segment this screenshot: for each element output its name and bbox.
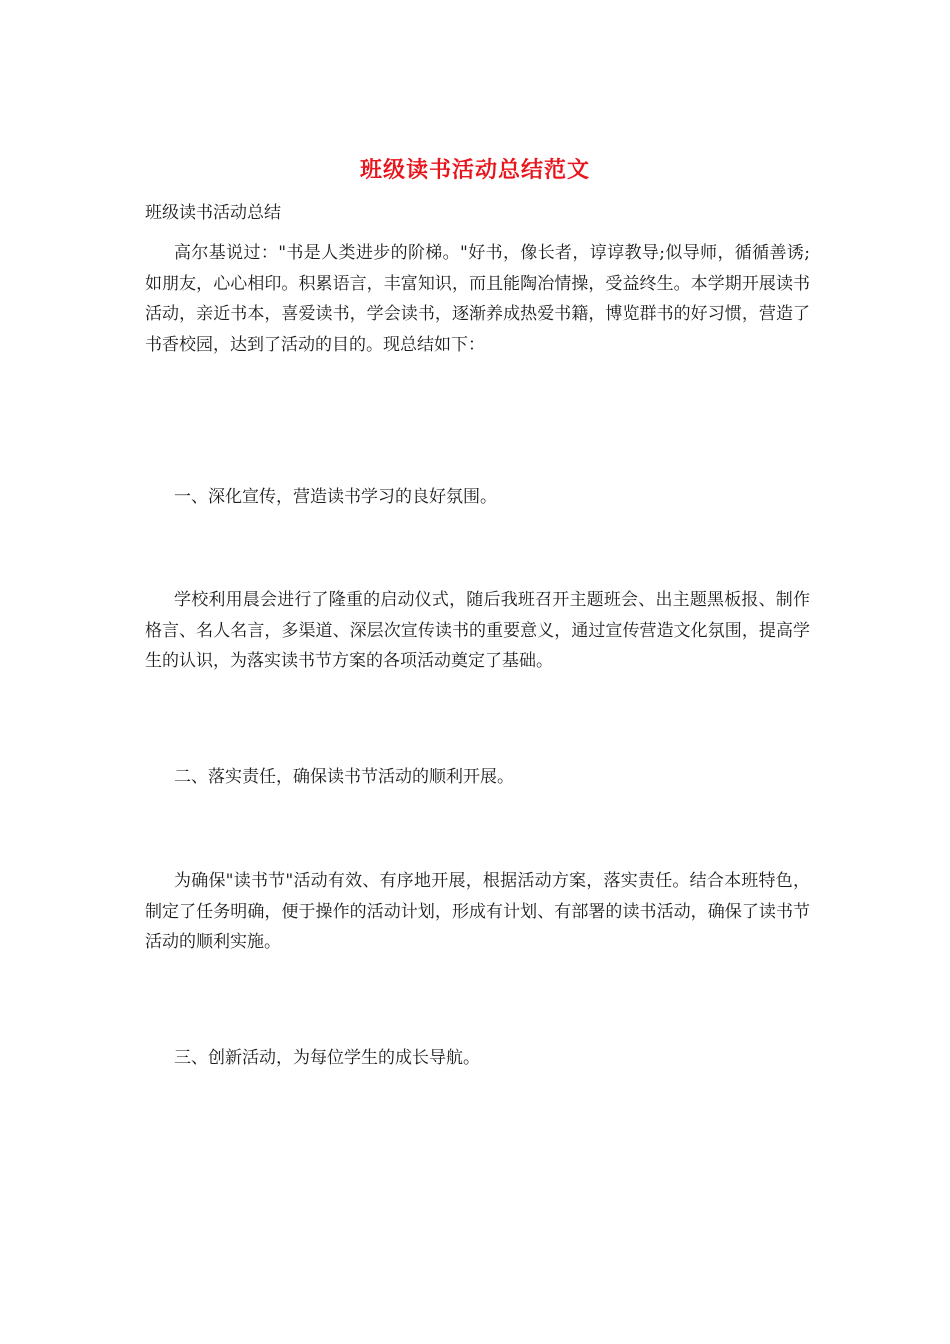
section-paragraph-1: 学校利用晨会进行了隆重的启动仪式，随后我班召开主题班会、出主题黑板报、制作格言、名人名言，多渠道、深层次宣传读书的重要意义，通过宣传营造文化氛围，提高学生的认识，为落实读书节方案的各项活动奠定了基础。: [145, 590, 810, 671]
section-paragraph-2: 为确保"读书节"活动有效、有序地开展，根据活动方案，落实责任。结合本班特色，制定了任务明确，便于操作的活动计划，形成有计划、有部署的读书活动，确保了读书节活动的顺利实施。: [145, 871, 810, 952]
section-heading-2: 二、落实责任，确保读书节活动的顺利开展。: [174, 767, 514, 787]
intro-paragraph: 高尔基说过："书是人类进步的阶梯。"好书，像长者，谆谆教导;似导师，循循善诱;如朋友，心心相印。积累语言，丰富知识，而且能陶冶情操，受益终生。本学期开展读书活动，亲近书本，喜爱读书，学会读书，逐渐养成热爱书籍，博览群书的好习惯，营造了书香校园，达到了活动的目的。现总结如下：: [145, 243, 810, 355]
document-title: 班级读书活动总结范文: [359, 157, 590, 183]
document-subtitle: 班级读书活动总结: [145, 203, 281, 223]
section-heading-3: 三、创新活动，为每位学生的成长导航。: [174, 1048, 480, 1068]
section-heading-1: 一、深化宣传，营造读书学习的良好氛围。: [174, 487, 497, 507]
